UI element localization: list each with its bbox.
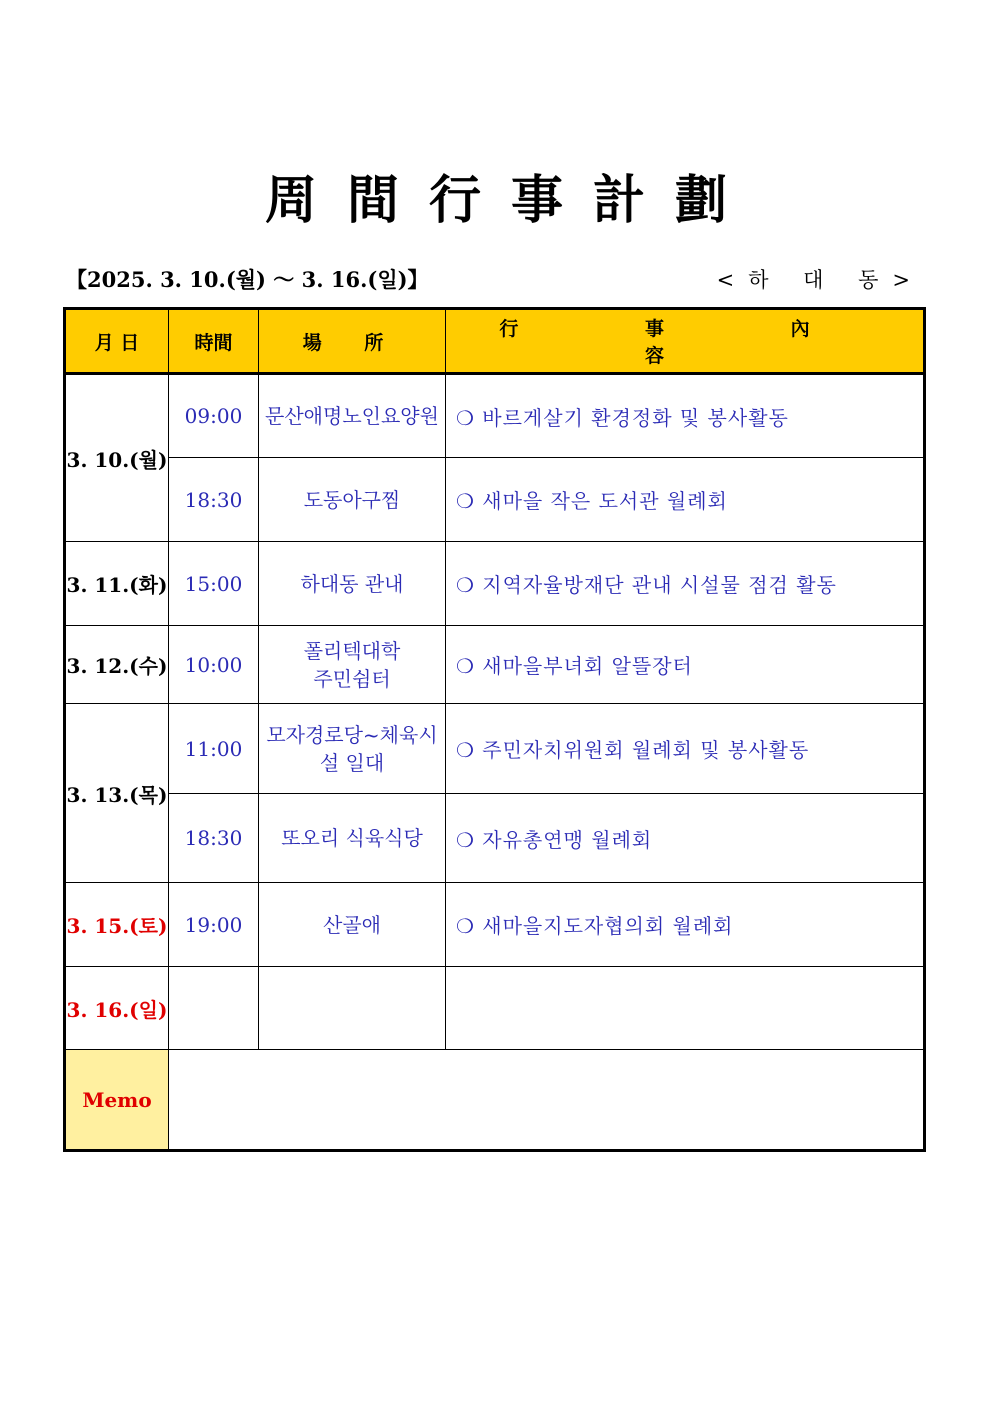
header-place: 場 所 [259,309,446,374]
header-content: 行 事 內 容 [446,309,925,374]
time-cell: 09:00 [169,374,259,458]
date-cell: 3. 11.(화) [65,542,169,626]
content-cell: ❍ 새마을 작은 도서관 월례회 [446,458,925,542]
table-row [65,704,925,794]
period-range: 【2025. 3. 10.(월) ～ 3. 16.(일)】 [66,267,429,292]
memo-label: Memo [65,1050,169,1151]
page-title: 周間行事計劃 [264,170,757,231]
header-time: 時間 [169,309,259,374]
time-cell: 18:30 [169,458,259,542]
table-row [65,967,925,1050]
time-cell: 18:30 [169,794,259,883]
place-cell: 도동아구찜 [259,458,446,542]
table-row [65,374,925,458]
place-cell [259,704,446,794]
schedule-table [63,307,926,1152]
place-cell [259,626,446,704]
memo-area [169,1050,925,1151]
time-cell: 10:00 [169,626,259,704]
place-line-1: 모자경로당~체육시 [266,722,438,747]
time-cell: 15:00 [169,542,259,626]
content-cell: ❍ 자유총연맹 월례회 [446,794,925,883]
content-cell: ❍ 새마을지도자협의회 월례회 [446,883,925,967]
time-cell: 19:00 [169,883,259,967]
content-cell: ❍ 바르게살기 환경정화 및 봉사활동 [446,374,925,458]
dong-name: <하 대 동> [716,268,924,292]
place-line-2: 설 일대 [319,750,385,775]
table-row [65,883,925,967]
place-cell: 산골애 [259,883,446,967]
content-cell: ❍ 주민자치위원회 월례회 및 봉사활동 [446,704,925,794]
memo-row [65,1050,925,1151]
table-row [65,794,925,883]
table-row [65,626,925,704]
date-cell: 3. 16.(일) [65,967,169,1050]
date-cell: 3. 13.(목) [65,704,169,883]
place-line-2: 주민쉼터 [313,666,391,691]
table-row [65,458,925,542]
header-row [65,309,925,374]
date-cell: 3. 10.(월) [65,374,169,542]
table-row [65,542,925,626]
place-cell: 또오리 식육식당 [259,794,446,883]
date-cell: 3. 12.(수) [65,626,169,704]
time-cell: 11:00 [169,704,259,794]
place-line-1: 폴리텍대학 [303,638,401,663]
place-cell: 문산애명노인요양원 [259,374,446,458]
content-cell: ❍ 새마을부녀회 알뜰장터 [446,626,925,704]
content-cell [446,967,925,1050]
content-cell: ❍ 지역자율방재단 관내 시설물 점검 활동 [446,542,925,626]
place-cell: 하대동 관내 [259,542,446,626]
date-cell: 3. 15.(토) [65,883,169,967]
header-date: 月 日 [65,309,169,374]
place-cell [259,967,446,1050]
time-cell [169,967,259,1050]
